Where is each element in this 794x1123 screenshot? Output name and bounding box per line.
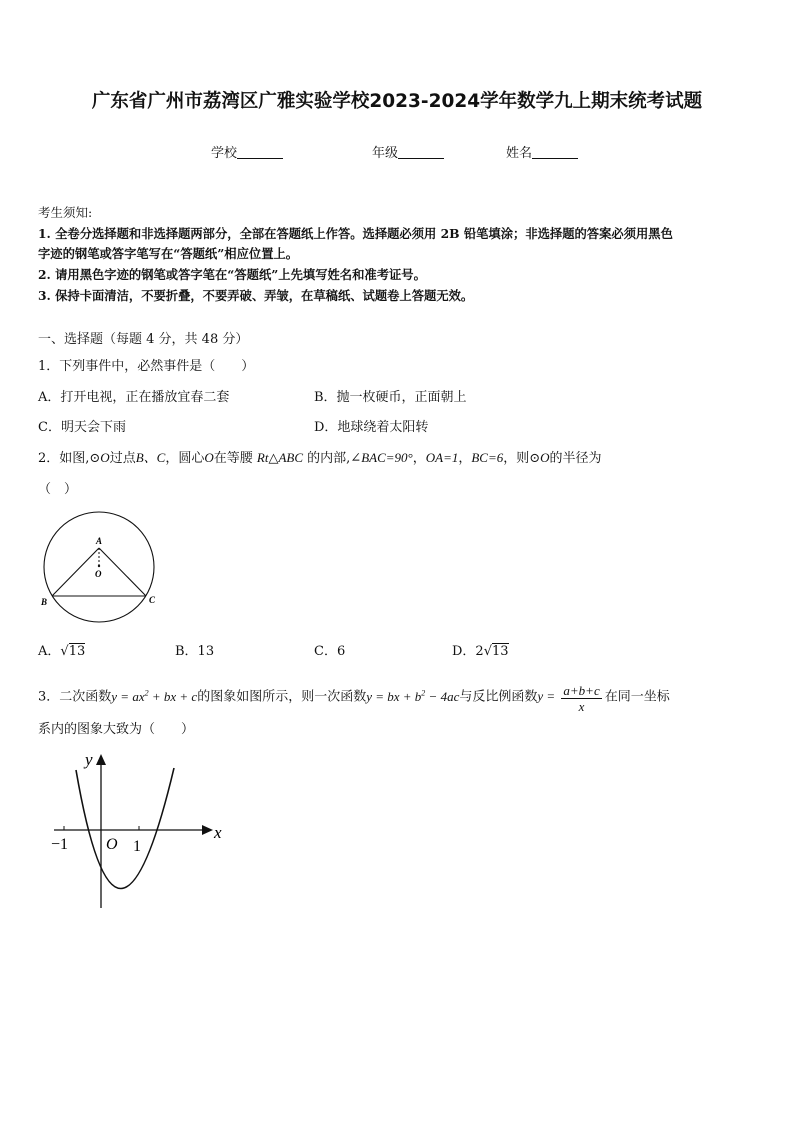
notice-heading: 考生须知: — [38, 205, 93, 220]
q3-stem-line-2: 系内的图象大致为（ ） — [38, 722, 195, 737]
parabola-curve — [76, 768, 174, 889]
sqrt-icon: √ — [60, 644, 69, 659]
point-o — [98, 565, 100, 567]
linear-expr: y = bx + $b^2 - 4ac$ — [366, 688, 460, 704]
school-label: 学校 — [211, 146, 238, 161]
label-y: y — [85, 750, 93, 769]
q1-option-c[interactable]: C．明天会下雨 — [38, 420, 126, 435]
grade-label: 年级 — [372, 146, 399, 161]
name-label: 姓名 — [506, 146, 533, 161]
segment-ab — [52, 548, 99, 596]
q2-stem: 2．如图,⊙O过点B、C，圆心O在等腰 Rt△ABC 的内部,∠BAC=90°，OA=1，BC=6，则⊙O的半径为 — [38, 450, 602, 466]
q2-figure-circle — [38, 510, 168, 625]
q2-option-a[interactable]: A．√13 — [38, 644, 86, 659]
q1-option-a[interactable]: A．打开电视，正在播放宜春二套 — [38, 390, 230, 405]
quadratic-expr: $y = ax^2$ + bx + c — [111, 688, 198, 704]
grade-field[interactable] — [372, 142, 444, 161]
q2-option-c[interactable]: C．6 — [314, 644, 346, 659]
circle-o-symbol: ⊙O — [89, 450, 110, 465]
q1-option-b[interactable]: B．抛一枚硬币，正面朝上 — [314, 390, 467, 405]
q1-option-d[interactable]: D．地球绕着太阳转 — [314, 420, 429, 435]
q2-option-b[interactable]: B．13 — [175, 644, 215, 659]
name-blank[interactable] — [532, 145, 578, 159]
q3-stem-line-1: 3．二次函数$y = ax^2$ + bx + c的图象如图所示，则一次函数y = bx + $b^2 - 4ac$与反比例函数y = $\frac{a+b+c}{x}$ 在同一坐标 — [38, 683, 670, 714]
page-title: 广东省广州市荔湾区广雅实验学校2023-2024学年数学九上期末统考试题 — [91, 91, 703, 112]
fraction: $\frac{a+b+c}{x}$ — [563, 683, 600, 714]
school-field[interactable] — [211, 142, 283, 161]
q2-paren: （ ） — [38, 482, 78, 497]
y-axis-arrow-icon — [96, 754, 106, 765]
label-o: O — [95, 569, 102, 579]
label-b: B — [41, 597, 48, 607]
label-one: 1 — [133, 838, 141, 855]
sqrt-icon-2: √ — [483, 644, 492, 659]
inverse-expr: y = — [537, 688, 559, 704]
name-field[interactable] — [506, 142, 578, 161]
label-a: A — [96, 536, 103, 546]
circle-o-symbol-2: ⊙O — [529, 450, 550, 465]
notice-item-1b: 字迹的钢笔或答字笔写在“答题纸”相应位置上。 — [38, 246, 299, 261]
school-blank[interactable] — [237, 145, 283, 159]
notice-item-2: 2. 请用黑色字迹的钢笔或答字笔在“答题纸”上先填写姓名和准考证号。 — [38, 267, 426, 282]
q3-figure-parabola — [48, 748, 238, 913]
label-neg1: −1 — [51, 836, 69, 853]
label-origin: O — [106, 836, 118, 853]
label-x: x — [214, 823, 222, 842]
section-heading: 一、选择题（每题 4 分，共 48 分） — [38, 332, 249, 347]
q2-option-d[interactable]: D．2√13 — [452, 644, 509, 659]
notice-item-3: 3. 保持卡面清洁，不要折叠，不要弄破、弄皱，在草稿纸、试题卷上答题无效。 — [38, 288, 474, 303]
grade-blank[interactable] — [398, 145, 444, 159]
segment-ac — [99, 548, 146, 596]
q1-stem: 1．下列事件中，必然事件是（ ） — [38, 359, 255, 374]
x-axis-arrow-icon — [202, 825, 213, 835]
notice-item-1a: 1. 全卷分选择题和非选择题两部分，全部在答题纸上作答。选择题必须用 2B 铅笔填涂；非选择题的答案必须用黑色 — [38, 226, 673, 241]
label-c: C — [149, 595, 156, 605]
